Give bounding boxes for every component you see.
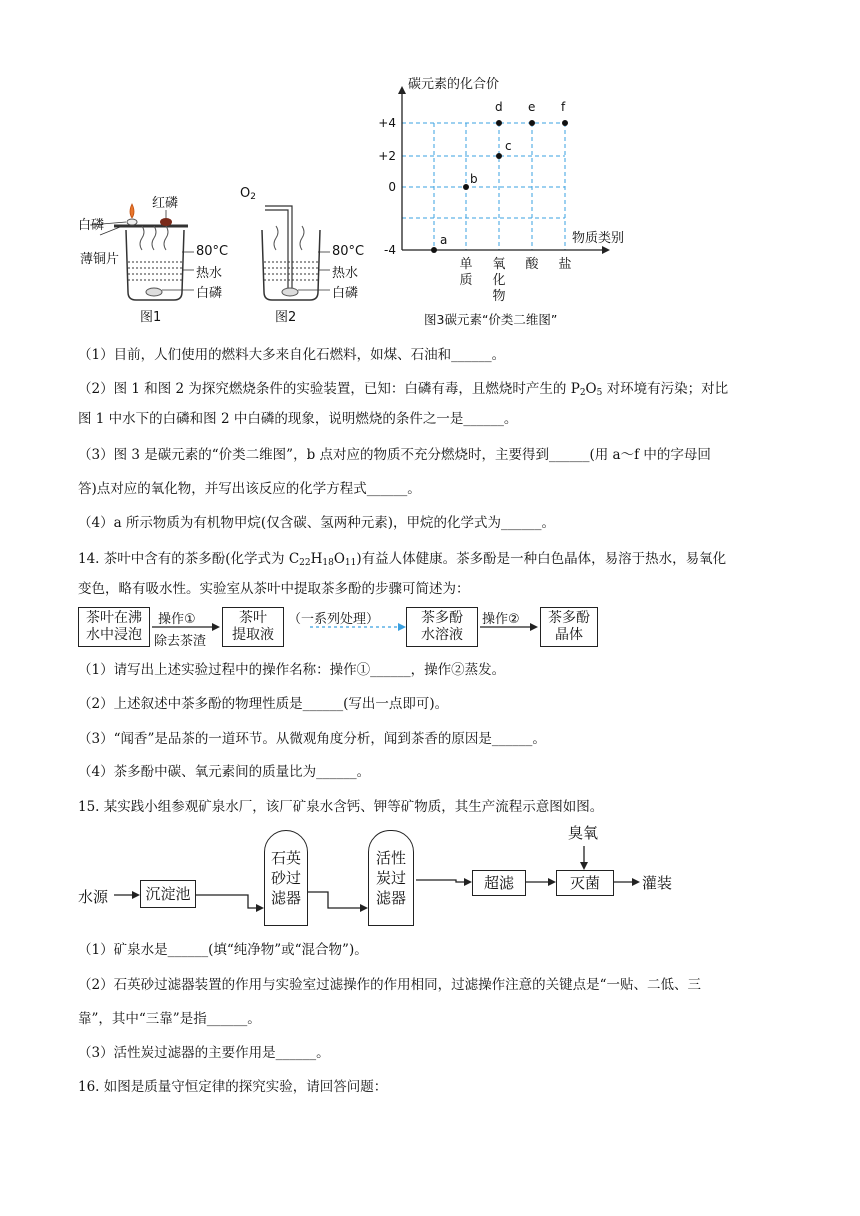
flow-box-extract: 茶叶 提取液 — [222, 607, 284, 647]
flow-series-label: （一系列处理） — [288, 612, 380, 627]
tea-polyphenol-flowchart — [78, 604, 598, 650]
q13-part2-line2: 图 1 中水下的白磷和图 2 中白磷的现象，说明燃烧的条件之一是______。 — [78, 411, 518, 427]
q13-part1: （1）目前，人们使用的燃料大多来自化石燃料，如煤、石油和______。 — [78, 347, 506, 363]
data-point-label-f: f — [561, 100, 566, 114]
label-white-phosphorus-2: 白磷 — [332, 286, 359, 301]
data-point-e — [529, 120, 535, 126]
data-point-label-e: e — [528, 100, 536, 114]
data-point-d — [496, 120, 502, 126]
label-hot-water-2: 热水 — [332, 266, 359, 281]
flow-quartz-filter: 石英 砂过 滤器 — [264, 830, 308, 926]
label-white-phosphorus-flame: 白磷 — [78, 218, 105, 233]
q14-part1: （1）请写出上述实验过程中的操作名称：操作①______，操作②蒸发。 — [78, 662, 506, 678]
data-point-label-b: b — [470, 172, 478, 186]
beaker-2 — [262, 206, 330, 300]
flow-op1-sub: 除去茶渣 — [154, 634, 207, 649]
data-point-label-c: c — [505, 139, 512, 153]
x-category-label: 质 — [459, 273, 473, 288]
q15-part1: （1）矿泉水是______(填“纯净物”或“混合物”)。 — [78, 942, 368, 958]
q13-part3-line1: （3）图 3 是碳元素的“价类二维图”，b 点对应的物质不充分燃烧时，主要得到______(用 a～f 中的字母回 — [78, 447, 711, 463]
x-category-label: 化 — [492, 273, 506, 288]
flow-water-source: 水源 — [78, 888, 109, 906]
x-category-label: 氧 — [492, 257, 506, 272]
label-red-phosphorus: 红磷 — [152, 196, 179, 211]
label-hot-water-1: 热水 — [196, 266, 223, 281]
fig1-caption: 图1 — [140, 310, 162, 325]
q15-part2-line1: （2）石英砂过滤器装置的作用与实验室过滤操作的作用相同，过滤操作注意的关键点是“一贴、二低、三 — [78, 977, 701, 993]
x-axis-arrow — [602, 246, 610, 254]
q16-stem: 16. 如图是质量守恒定律的探究实验，请回答问题： — [78, 1079, 388, 1095]
flow-op1-label: 操作① — [158, 612, 196, 627]
x-axis-label: 物质类别 — [572, 231, 625, 246]
flow-filling: 灌装 — [642, 874, 673, 892]
y-tick-label: 0 — [388, 180, 396, 194]
q14-part4: （4）茶多酚中碳、氧元素间的质量比为______。 — [78, 764, 371, 780]
y-axis-label: 碳元素的化合价 — [408, 77, 500, 92]
y-axis-arrow — [398, 86, 406, 94]
flow-ozone: 臭氧 — [568, 824, 599, 842]
label-80c-1: 80°C — [196, 244, 229, 259]
flow-sterilize: 灭菌 — [556, 870, 614, 896]
mineral-water-flowchart — [78, 820, 718, 930]
q14-stem-line2: 变色，略有吸水性。实验室从茶叶中提取茶多酚的步骤可简述为： — [78, 581, 470, 597]
q13-part3-line2: 答)点对应的氧化物，并写出该反应的化学方程式______。 — [78, 481, 421, 497]
fig2-caption: 图2 — [275, 310, 297, 325]
chart-caption: 图3碳元素“价类二维图” — [424, 312, 558, 327]
q14-part2: （2）上述叙述中茶多酚的物理性质是______(写出一点即可)。 — [78, 696, 449, 712]
y-tick-label: +4 — [378, 116, 396, 130]
data-point-c — [496, 153, 502, 159]
valence-class-chart — [366, 70, 666, 332]
q13-part2-line1: （2）图 1 和图 2 为探究燃烧条件的实验装置，已知：白磷有毒，且燃烧时产生的 $P_2O_5$ 对环境有污染；对比 — [78, 381, 729, 398]
flow-ultrafiltration: 超滤 — [472, 870, 526, 896]
flow-box-soak: 茶叶在沸 水中浸泡 — [78, 607, 150, 647]
flow-op2-label: 操作② — [482, 612, 520, 627]
data-point-a — [431, 247, 437, 253]
q14-stem-line1: 14. 茶叶中含有的茶多酚(化学式为 $C_{22}H_{18}O_{11}$)有益人体健康。茶多酚是一种白色晶体，易溶于热水，易氧化 — [78, 551, 727, 568]
figure-3-chart — [366, 70, 666, 332]
label-o2: $O_2$ — [240, 186, 256, 202]
data-point-label-a: a — [440, 233, 448, 247]
y-tick-label: +2 — [378, 149, 396, 163]
q15-part3: （3）活性炭过滤器的主要作用是______。 — [78, 1045, 330, 1061]
q14-part3: （3）“闻香”是品茶的一道环节。从微观角度分析，闻到茶香的原因是______。 — [78, 731, 546, 747]
label-80c-2: 80°C — [332, 244, 365, 259]
flow-box-solution: 茶多酚 水溶液 — [406, 607, 478, 647]
label-white-phosphorus-1: 白磷 — [196, 286, 223, 301]
figure-1-2-apparatus — [70, 180, 400, 330]
flow-box-crystal: 茶多酚 晶体 — [540, 607, 598, 647]
data-point-f — [562, 120, 568, 126]
x-category-label: 单 — [459, 257, 473, 272]
flow-sediment-tank: 沉淀池 — [140, 880, 196, 908]
q15-stem: 15. 某实践小组参观矿泉水厂，该厂矿泉水含钙、钾等矿物质，其生产流程示意图如图。 — [78, 799, 604, 815]
x-category-label: 物 — [492, 289, 506, 304]
y-tick-label: -4 — [384, 243, 396, 257]
q13-part4: （4）a 所示物质为有机物甲烷(仅含碳、氢两种元素)，甲烷的化学式为______。 — [78, 515, 555, 531]
label-copper-sheet: 薄铜片 — [80, 252, 120, 267]
flow-carbon-filter: 活性 炭过 滤器 — [368, 830, 414, 926]
x-category-label: 盐 — [558, 257, 572, 272]
x-category-label: 酸 — [525, 257, 539, 272]
q15-part2-line2: 靠”，其中“三靠”是指______。 — [78, 1011, 261, 1027]
data-point-b — [463, 184, 469, 190]
data-point-label-d: d — [495, 100, 503, 114]
